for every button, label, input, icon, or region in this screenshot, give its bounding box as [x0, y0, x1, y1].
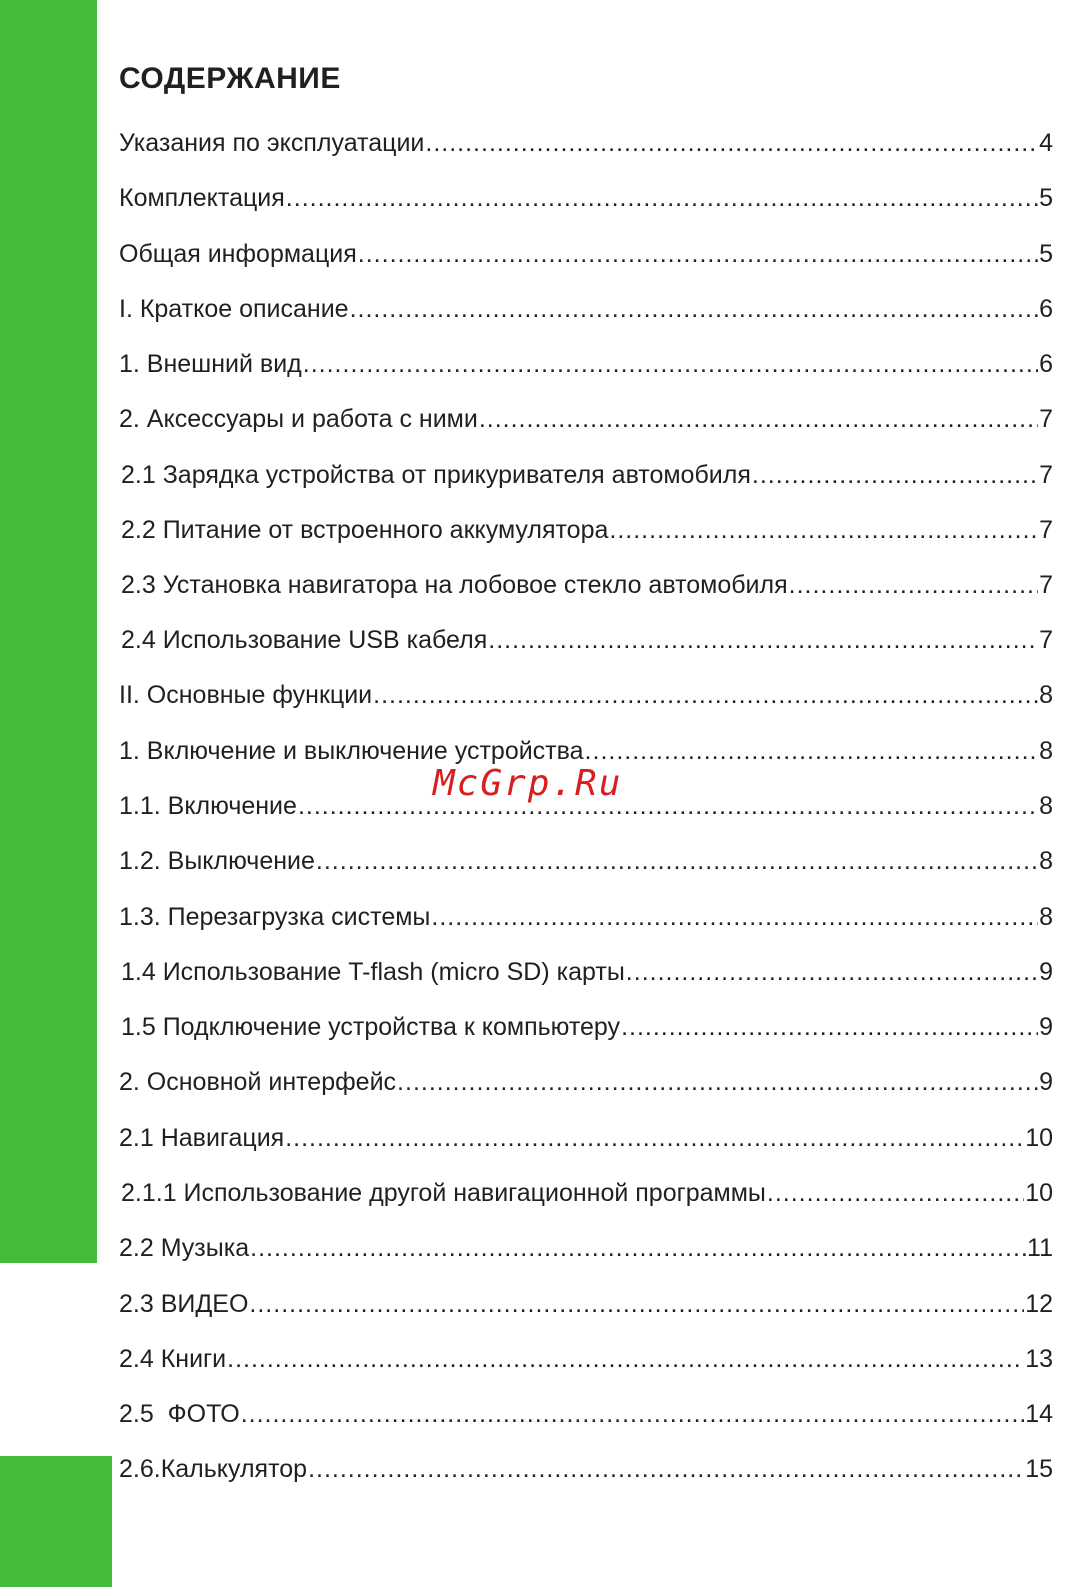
dot-leader [431, 901, 1038, 933]
toc-entry-page: 4 [1039, 129, 1053, 157]
toc-entry-page: 15 [1025, 1455, 1053, 1483]
toc-entry-page: 7 [1039, 461, 1053, 489]
toc-entry-label: Указания по эксплуатации [119, 129, 425, 157]
toc-entry-label: Общая информация [119, 240, 357, 268]
toc-entry-label: 2.2 Питание от встроенного аккумулятора [121, 516, 609, 544]
toc-entry-label: 2.3 Установка навигатора на лобовое стекло автомобиля [121, 571, 788, 599]
dot-leader [425, 127, 1038, 159]
toc-entry-label: 2.5 ФОТО [119, 1400, 240, 1428]
toc-entry-label: 2.1 Зарядка устройства от прикуривателя автомобиля [121, 461, 751, 489]
toc-entry-label: 2.4 Книги [119, 1345, 227, 1373]
toc-entry-label: 1.2. Выключение [119, 847, 315, 875]
toc-entry-label: 2.4 Использование USB кабеля [121, 626, 488, 654]
toc-entry-page: 10 [1025, 1179, 1053, 1207]
toc-entry-page: 7 [1039, 405, 1053, 433]
toc-entry [119, 1066, 1053, 1098]
dot-leader [308, 1453, 1024, 1485]
toc-entry-page: 7 [1039, 626, 1053, 654]
dot-leader [609, 514, 1038, 546]
dot-leader [479, 403, 1038, 435]
toc-entry [119, 1122, 1053, 1154]
toc-entry [119, 348, 1053, 380]
page-title: СОДЕРЖАНИЕ [119, 62, 341, 95]
dot-leader [285, 1122, 1024, 1154]
toc-entry-page: 5 [1039, 184, 1053, 212]
dot-leader [249, 1288, 1024, 1320]
toc-entry [119, 403, 1053, 435]
toc-entry-page: 5 [1039, 240, 1053, 268]
toc-entry-page: 10 [1025, 1124, 1053, 1152]
toc-entry-page: 9 [1039, 1068, 1053, 1096]
toc-entry-label: 1. Внешний вид [119, 350, 302, 378]
toc-entry-label: 2.2 Музыка [119, 1234, 250, 1262]
toc-entry-label: 2.3 ВИДЕО [119, 1290, 249, 1318]
toc-entry-label: 1.4 Использование T-flash (micro SD) карты [121, 958, 625, 986]
toc-entry [119, 845, 1053, 877]
dot-leader [488, 624, 1038, 656]
toc-entry-label: II. Основные функции [119, 681, 373, 709]
dot-leader [585, 735, 1039, 767]
toc-entry-label: 1. Включение и выключение устройства [119, 737, 584, 765]
toc-entry [121, 1011, 1053, 1043]
dot-leader [298, 790, 1038, 822]
toc-entry-page: 7 [1039, 571, 1053, 599]
toc-entry-page: 14 [1025, 1400, 1053, 1428]
toc-entry [119, 679, 1053, 711]
toc-entry [121, 624, 1053, 656]
dot-leader [752, 459, 1038, 491]
toc-entry [119, 1453, 1053, 1485]
dot-leader [621, 1011, 1038, 1043]
dot-leader [350, 293, 1039, 325]
toc-entry-page: 8 [1039, 847, 1053, 875]
toc-entry [119, 901, 1053, 933]
toc-entry-page: 6 [1039, 350, 1053, 378]
toc-entry-label: Комплектация [119, 184, 285, 212]
toc-entry-page: 6 [1039, 295, 1053, 323]
toc-entry-label: 2.1 Навигация [119, 1124, 285, 1152]
toc-entry [119, 1232, 1053, 1264]
toc-entry-page: 11 [1027, 1234, 1053, 1262]
dot-leader [250, 1232, 1026, 1264]
dot-leader [626, 956, 1038, 988]
dot-leader [358, 238, 1038, 270]
toc-entry [121, 514, 1053, 546]
dot-leader [286, 182, 1038, 214]
toc-entry [121, 569, 1053, 601]
toc-entry-label: 2.6.Калькулятор [119, 1455, 308, 1483]
dot-leader [373, 679, 1038, 711]
toc-entry [119, 127, 1053, 159]
toc-entry-label: 1.5 Подключение устройства к компьютеру [121, 1013, 621, 1041]
toc-entry-page: 8 [1039, 681, 1053, 709]
toc-entry-label: 2. Аксессуары и работа с ними [119, 405, 478, 433]
toc-entry [119, 238, 1053, 270]
toc-entry [119, 1288, 1053, 1320]
toc-entry-page: 13 [1025, 1345, 1053, 1373]
toc-entry-page: 9 [1039, 958, 1053, 986]
toc-entry-label: 1.3. Перезагрузка системы [119, 903, 431, 931]
toc-entry [121, 1177, 1053, 1209]
toc-entry [119, 1343, 1053, 1375]
toc-entry [119, 293, 1053, 325]
toc-entry-page: 8 [1039, 737, 1053, 765]
toc-entry-label: 2. Основной интерфейс [119, 1068, 397, 1096]
toc-entry [121, 459, 1053, 491]
dot-leader [316, 845, 1038, 877]
toc-entry-page: 8 [1039, 903, 1053, 931]
toc-entry [121, 956, 1053, 988]
toc-entry-page: 7 [1039, 516, 1053, 544]
dot-leader [303, 348, 1038, 380]
toc-entry [119, 182, 1053, 214]
toc-entry-label: 2.1.1 Использование другой навигационной программы [121, 1179, 766, 1207]
toc-entry-page: 8 [1039, 792, 1053, 820]
dot-leader [789, 569, 1038, 601]
watermark: McGrp.Ru [433, 763, 623, 804]
toc-entry-label: I. Краткое описание [119, 295, 349, 323]
dot-leader [227, 1343, 1024, 1375]
toc-entry-page: 12 [1025, 1290, 1053, 1318]
dot-leader [767, 1177, 1024, 1209]
toc-entry [119, 1398, 1053, 1430]
toc-entry-label: 1.1. Включение [119, 792, 297, 820]
dot-leader [241, 1398, 1024, 1430]
dot-leader [397, 1066, 1038, 1098]
toc-entry-page: 9 [1039, 1013, 1053, 1041]
